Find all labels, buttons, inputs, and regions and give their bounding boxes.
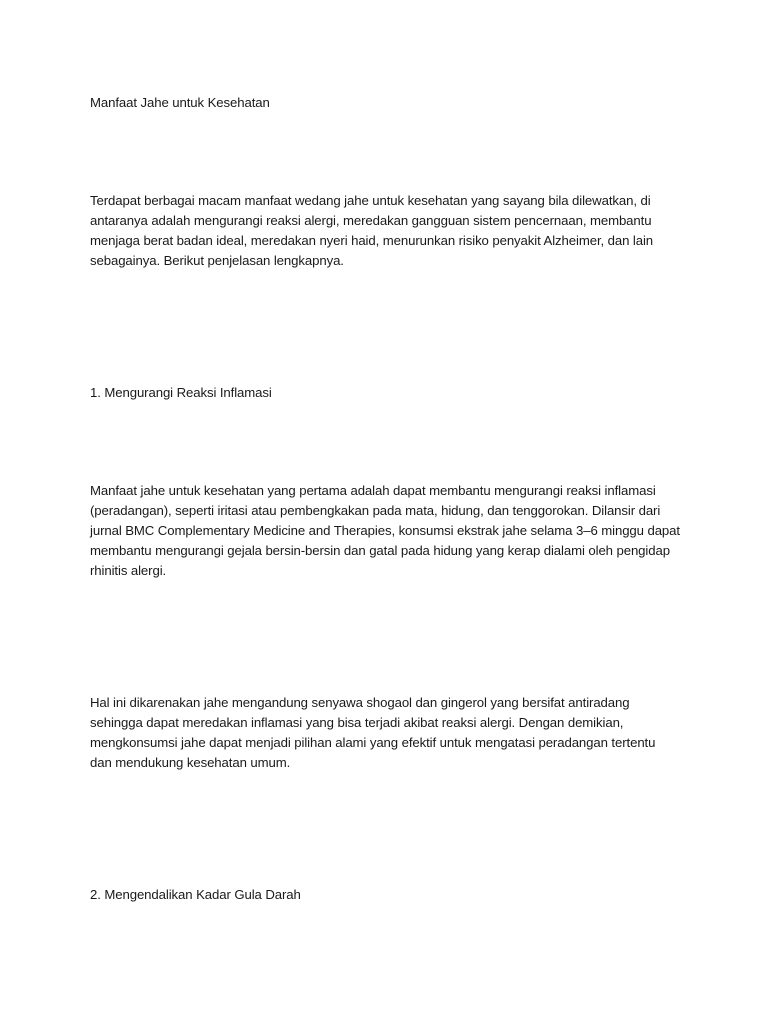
intro-paragraph: Terdapat berbagai macam manfaat wedang jahe untuk kesehatan yang sayang bila dilewatkan, di antaranya adalah mengurangi reaksi alergi, meredakan gangguan sistem pencernaan, membantu menjaga berat badan ideal, meredakan nyeri haid, menurunkan risiko penyakit Alzheimer, dan lain sebagainya. Berikut penjelasan lengkapnya. [90,193,654,268]
section-1-paragraph-2: Hal ini dikarenakan jahe mengandung senyawa shogaol dan gingerol yang bersifat antiradang sehingga dapat meredakan inflamasi yang bisa terjadi akibat reaksi alergi. Dengan demikian, mengkonsumsi jahe dapat menjadi pilihan alami yang efektif untuk mengatasi peradangan tertentu dan mendukung kesehatan umum. [90,695,656,770]
section-heading-2: 2. Mengendalikan Kadar Gula Darah [90,887,301,902]
section-1-paragraph-1: Manfaat jahe untuk kesehatan yang pertama adalah dapat membantu mengurangi reaksi inflamasi (peradangan), seperti iritasi atau pembengkakan pada mata, hidung, dan tenggorokan. Dilansir dari jurnal BMC Complementary Medicine and Therapies, konsumsi ekstrak jahe selama 3–6 minggu dapat membantu mengurangi gejala bersin-bersin dan gatal pada hidung yang kerap dialami oleh pengidap rhinitis alergi. [90,483,680,578]
document-title: Manfaat Jahe untuk Kesehatan [90,95,270,110]
section-heading-1: 1. Mengurangi Reaksi Inflamasi [90,385,272,400]
